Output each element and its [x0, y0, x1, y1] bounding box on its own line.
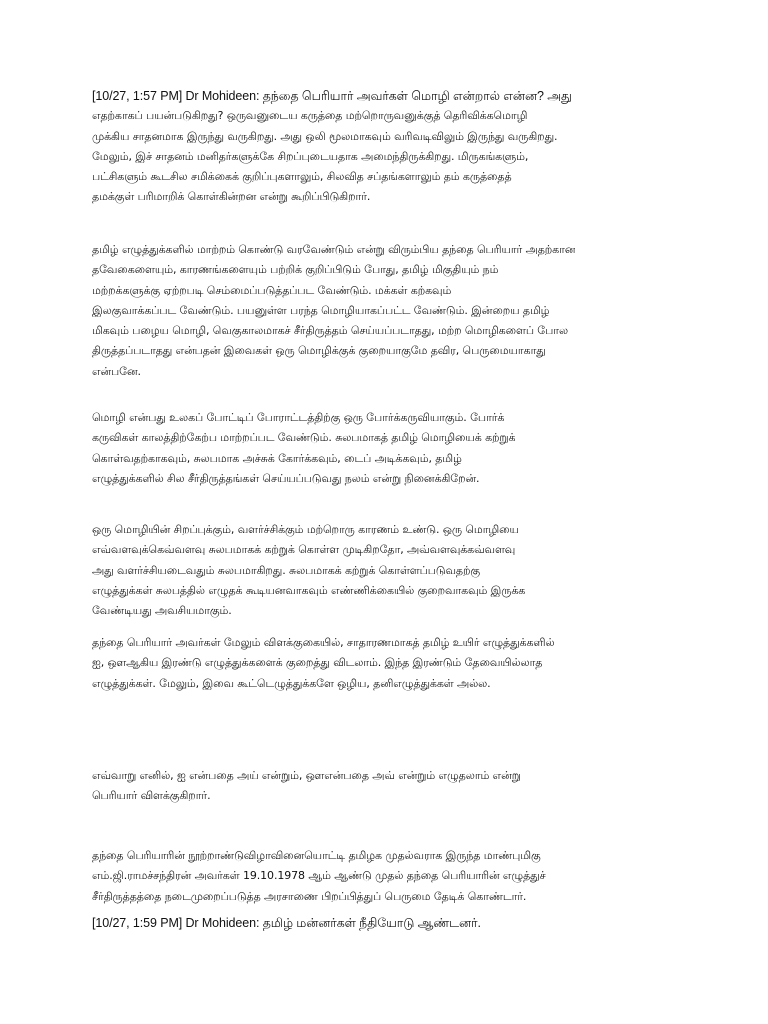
body-paragraph-2 — [92, 240, 575, 382]
paragraph-line: [10/27, 1:59 PM] Dr Mohideen: தமிழ் மன்னர்கள் நீதியோடு ஆண்டனர். — [92, 916, 481, 930]
paragraph-line: எம்.ஜி.ராமச்சந்திரன் அவர்கள் 19.10.1978 ஆம் ஆண்டு முதல் தந்தை பெரியாரின் எழுத்துச் — [92, 869, 546, 883]
paragraph-line: திருத்தப்படாதது என்பதன் இவைகள் ஒரு மொழிக்குக் குறையாகுமே தவிர, பெருமையாகாது — [92, 344, 546, 358]
message-paragraph-1 — [92, 86, 572, 208]
paragraph-line: தந்தை பெரியார் அவர்கள் மேலும் விளக்குகையில், சாதாரணமாகத் தமிழ் உயிர் எழுத்துக்களில் — [92, 636, 555, 649]
paragraph-line: மொழி என்பது உலகப் போட்டிப் போராட்டத்திற்கு ஒரு போர்க்கருவியாகும். போர்க் — [92, 411, 505, 424]
body-paragraph-5 — [92, 633, 555, 694]
paragraph-line: எவ்வளவுக்கெவ்வளவு சுலபமாகக் கற்றுக் கொள்ள முடிகிறதோ, அவ்வளவுக்கவ்வளவு — [92, 543, 516, 557]
paragraph-line: தமக்குள் பரிமாறிக் கொள்கின்றன என்று கூறிப்பிடுகிறார். — [92, 190, 371, 204]
paragraph-line: எழுத்துக்களில் சில சீர்திருத்தங்கள் செய்யப்படுவது நலம் என்று நினைக்கிறேன். — [92, 471, 480, 485]
paragraph-line: மிகவும் பழைய மொழி, வெகுகாலமாகச் சீர்திருத்தம் செய்யப்படாதது, மற்ற மொழிகளைப் போல — [92, 324, 568, 338]
paragraph-line: ஒரு மொழியின் சிறப்புக்கும், வளர்ச்சிக்கும் மற்றொரு காரணம் உண்டு. ஒரு மொழியை — [92, 523, 519, 536]
paragraph-line: இலகுவாக்கப்பட வேண்டும். பயனுள்ள பரந்த மொழியாகப்பட்ட வேண்டும். இன்றைய தமிழ் — [92, 303, 550, 317]
paragraph-line: கருவிகள் காலத்திற்கேற்ப மாற்றப்பட வேண்டும். சுலபமாகத் தமிழ் மொழியைக் கற்றுக் — [92, 431, 516, 445]
paragraph-line: எதற்காகப் பயன்படுகிறது? ஒருவனுடைய கருத்தை மற்றொருவனுக்குத் தெரிவிக்கமொழி — [92, 109, 528, 123]
body-paragraph-4 — [92, 520, 525, 621]
paragraph-line: எழுத்துக்கள். மேலும், இவை கூட்டெழுத்துக்களே ஒழிய, தனிஎழுத்துக்கள் அல்ல. — [92, 676, 491, 690]
body-paragraph-3 — [92, 408, 515, 489]
paragraph-line: வேண்டியது அவசியமாகும். — [92, 604, 232, 618]
body-paragraph-7 — [92, 846, 546, 907]
paragraph-line: கொள்வதற்காகவும், சுலபமாக அச்சுக் கோர்க்கவும், டைப் அடிக்கவும், தமிழ் — [92, 451, 462, 465]
paragraph-line: தவேகைளையும், காரணங்களையும் பற்றிக் குறிப்பிடும் போது, தமிழ் மிகுதியும் நம் — [92, 263, 499, 277]
paragraph-line: பெரியார் விளக்குகிறார். — [92, 789, 211, 803]
paragraph-line: தமிழ் எழுத்துக்களில் மாற்றம் கொண்டு வரவேண்டும் என்று விரும்பிய தந்தை பெரியார் அதற்கான — [92, 243, 576, 256]
paragraph-line: அது வளர்ச்சியடைவதும் சுலபமாகிறது. சுலபமாகக் கற்றுக் கொள்ளப்படுவதற்கு — [92, 563, 480, 577]
paragraph-line: எழுத்துக்கள் சுலபத்தில் எழுதக் கூடியனவாகவும் எண்ணிக்கையில் குறைவாகவும் இருக்க — [92, 583, 526, 597]
paragraph-line: பட்சிகளும் கூடசில சமிக்கைக் குறிப்புகளாலும், சிலவித சப்தங்களாலும் தம் கருத்தைத் — [92, 170, 512, 184]
paragraph-line: சீர்திருத்தத்தை நடைமுறைப்படுத்த அரசாணை பிறப்பித்துப் பெருமை தேடிக் கொண்டார். — [92, 889, 527, 903]
message-paragraph-8 — [92, 913, 481, 933]
body-paragraph-6 — [92, 766, 521, 807]
paragraph-line: ஐ, ஔஆகிய இரண்டு எழுத்துக்களைக் குறைத்து விடலாம். இந்த இரண்டும் தேவையில்லாத — [92, 656, 543, 670]
paragraph-line: [10/27, 1:57 PM] Dr Mohideen: தந்தை பெரியார் அவர்கள் மொழி என்றால் என்ன? அது — [92, 89, 572, 103]
paragraph-line: என்பனே. — [92, 364, 141, 378]
paragraph-line: எவ்வாறு எனில், ஐ என்பதை அய் என்றும், ஔஎன்பதை அவ் என்றும் எழுதலாம் என்று — [92, 769, 521, 782]
paragraph-line: தந்தை பெரியாரின் நூற்றாண்டுவிழாவினையொட்டி தமிழக முதல்வராக இருந்த மாண்புமிகு — [92, 849, 541, 862]
paragraph-line: மேலும், இச் சாதனம் மனிதர்களுக்கே சிறப்புடையதாக அமைந்திருக்கிறது. மிருகங்களும், — [92, 149, 529, 163]
paragraph-line: முக்கிய சாதனமாக இருந்து வருகிறது. அது ஒலி மூலமாகவும் வரிவடிவிலும் இருந்து வருகிறது. — [92, 129, 558, 143]
paragraph-line: மற்றக்களுக்கு ஏற்றபடி செம்மைப்படுத்தப்பட வேண்டும். மக்கள் கற்கவும் — [92, 283, 452, 297]
